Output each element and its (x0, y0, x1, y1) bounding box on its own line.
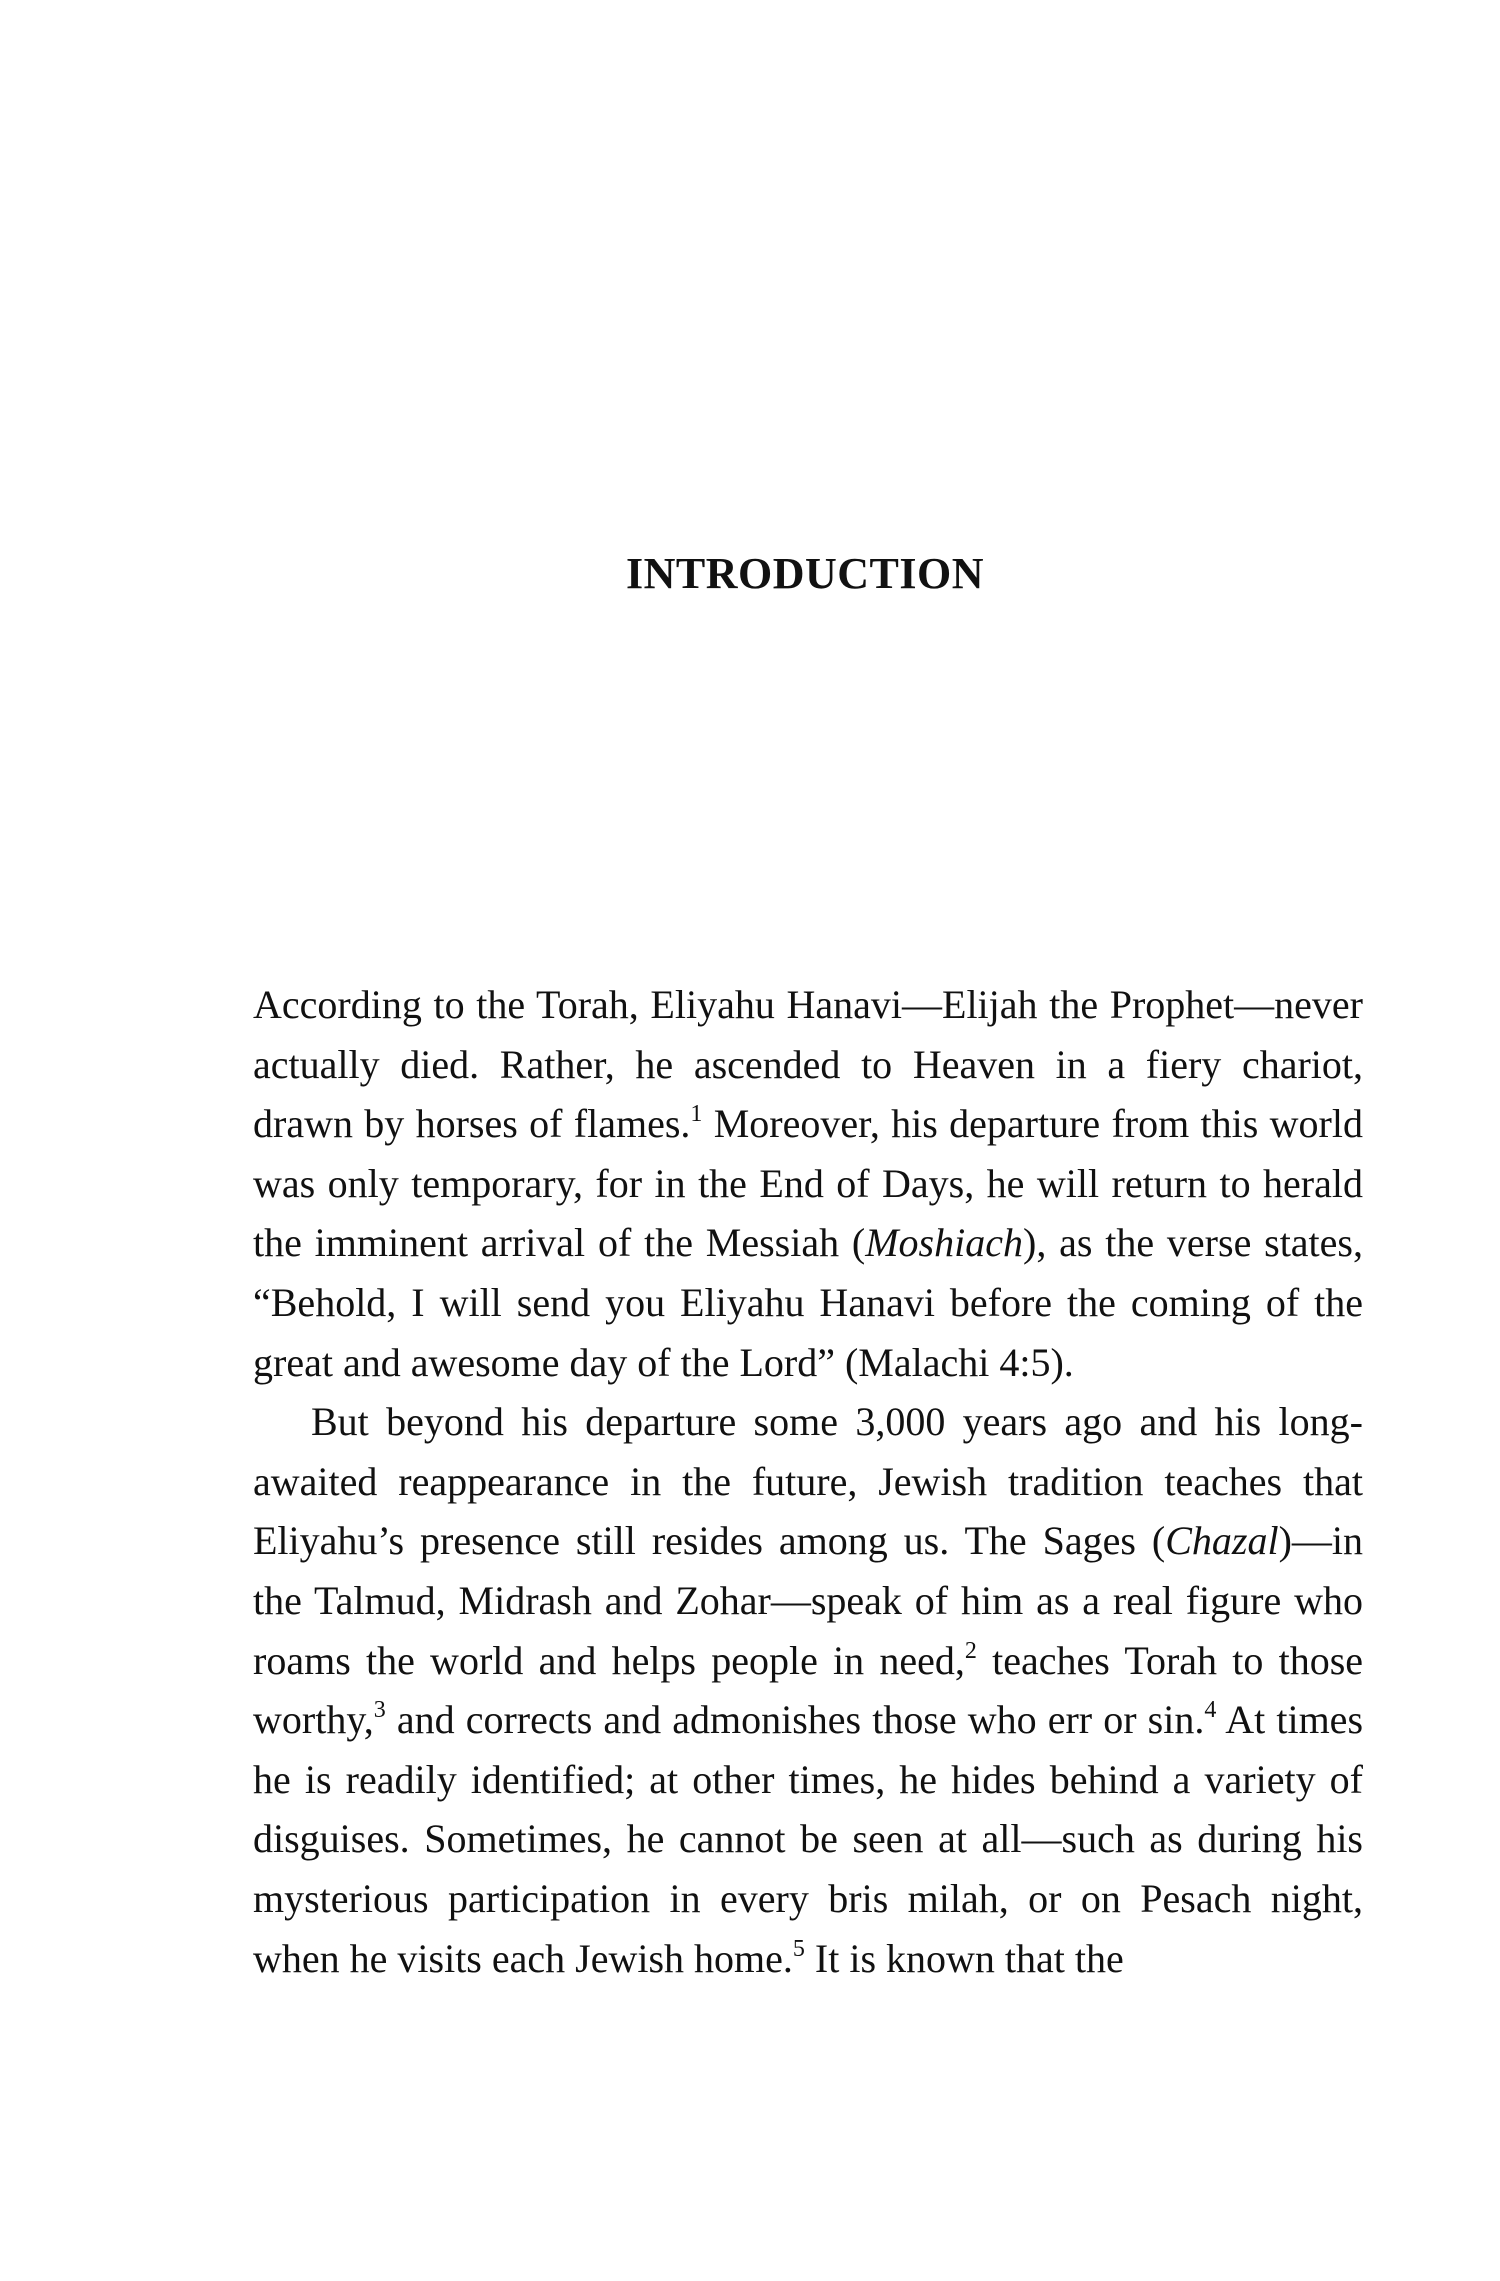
paragraph-2 (253, 1392, 1363, 1988)
text-run: ), as the verse states, “Behold, I will send you Eliyahu Hanavi before the coming of the great and awesome day of the Lord” (Malachi 4:5). (253, 1220, 1363, 1385)
text-run: )—in the Talmud, Midrash and Zohar—speak of him as a real figure who roams the world and helps people in need, (253, 1518, 1363, 1683)
text-run: It is known that the (804, 1935, 1124, 1981)
footnote-marker-3[interactable]: 3 (373, 1697, 386, 1724)
footnote-marker-4[interactable]: 4 (1204, 1697, 1217, 1724)
text-run: teaches Torah to those worthy, (253, 1637, 1364, 1743)
text-run: Moreover, his departure from this world was only temporary, for in the End of Days, he will return to herald the imminent arrival of the Messiah ( (253, 1101, 1363, 1266)
text-run: But beyond his departure some 3,000 years ago and his long-awaited reappearance in the future, Jewish tradition teaches that Eliyahu’s presence still resides among us. The Sages ( (253, 1399, 1363, 1564)
footnote-marker-2[interactable]: 2 (964, 1637, 977, 1664)
body-text (253, 975, 1363, 1988)
chapter-title: INTRODUCTION (625, 549, 985, 598)
italic-term-moshiach: Moshiach (865, 1220, 1023, 1266)
italic-term-chazal: Chazal (1165, 1518, 1279, 1564)
footnote-marker-1[interactable]: 1 (690, 1101, 703, 1128)
footnote-marker-5[interactable]: 5 (792, 1935, 805, 1962)
text-run: According to the Torah, Eliyahu Hanavi—Elijah the Prophet—never actually died. Rather, he ascended to Heaven in a fiery chariot, drawn by horses of flames. (253, 982, 1363, 1147)
paragraph-1 (253, 975, 1363, 1392)
text-run: and corrects and admonishes those who err or sin. (385, 1697, 1205, 1743)
text-run: At times he is readily identified; at other times, he hides behind a variety of disguises. Sometimes, he cannot be seen at all—such as during his mysterious participation in every bris milah, or on Pesach night, when he visits each Jewish home. (253, 1697, 1364, 1981)
